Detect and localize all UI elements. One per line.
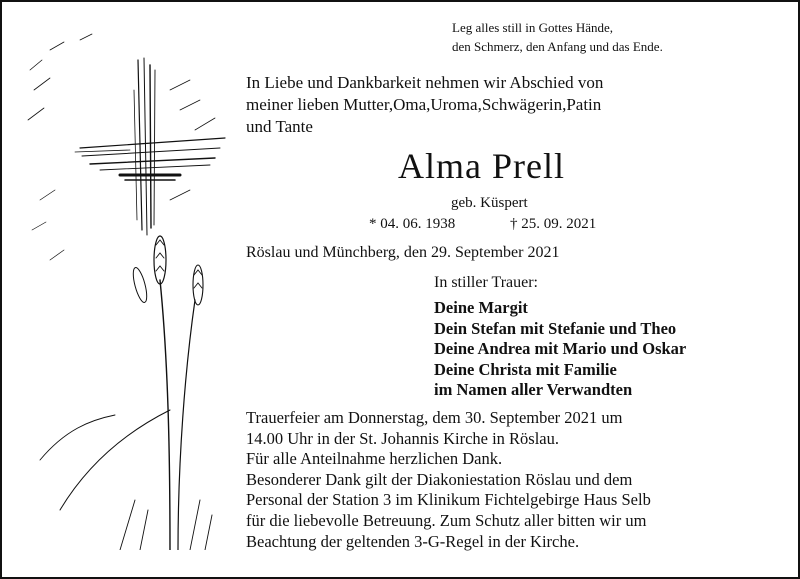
mourner: Deine Andrea mit Mario und Oskar (434, 339, 687, 358)
cross-with-wheat-icon (20, 30, 230, 550)
intro-line: In Liebe und Dankbarkeit nehmen wir Abschied von (246, 73, 604, 92)
mourner: Deine Christa mit Familie (434, 359, 617, 379)
service-line: Besonderer Dank gilt der Diakoniestation Röslau und dem (246, 469, 633, 489)
intro-text (246, 72, 603, 138)
service-line: 14.00 Uhr in der St. Johannis Kirche in Röslau. (246, 428, 560, 448)
verse-line: den Schmerz, den Anfang und das Ende. (452, 39, 663, 54)
mourner: Deine Margit (434, 298, 528, 317)
mourning-label: In stiller Trauer: (434, 274, 538, 291)
mourner: Dein Stefan mit Stefanie und Theo (434, 318, 677, 338)
deceased-name: Alma Prell (398, 146, 565, 186)
service-line: Für alle Anteilnahme herzlichen Dank. (246, 449, 503, 469)
service-text (246, 408, 651, 552)
verse-line: Leg alles still in Gottes Hände, (452, 20, 614, 35)
intro-line: und Tante (246, 117, 313, 136)
mourner: im Namen aller Verwandten (434, 380, 633, 399)
place-date: Röslau und Münchberg, den 29. September 2021 (246, 244, 560, 261)
service-line: Trauerfeier am Donnerstag, dem 30. September 2021 um (246, 408, 623, 427)
service-line: Personal der Station 3 im Klinikum Fichtelgebirge Haus Selb (246, 490, 651, 510)
birth-name: geb. Küspert (451, 195, 528, 211)
death-date: † 25. 09. 2021 (510, 216, 597, 232)
birth-date: * 04. 06. 1938 (369, 216, 456, 232)
service-line: für die liebevolle Betreuung. Zum Schutz aller bitten wir um (246, 510, 647, 530)
verse (452, 18, 663, 56)
mourners-list (434, 298, 686, 401)
service-line: Beachtung der geltenden 3-G-Regel in der Kirche. (246, 531, 580, 551)
intro-line: meiner lieben Mutter,Oma,Uroma,Schwägerin,Patin (246, 95, 602, 114)
